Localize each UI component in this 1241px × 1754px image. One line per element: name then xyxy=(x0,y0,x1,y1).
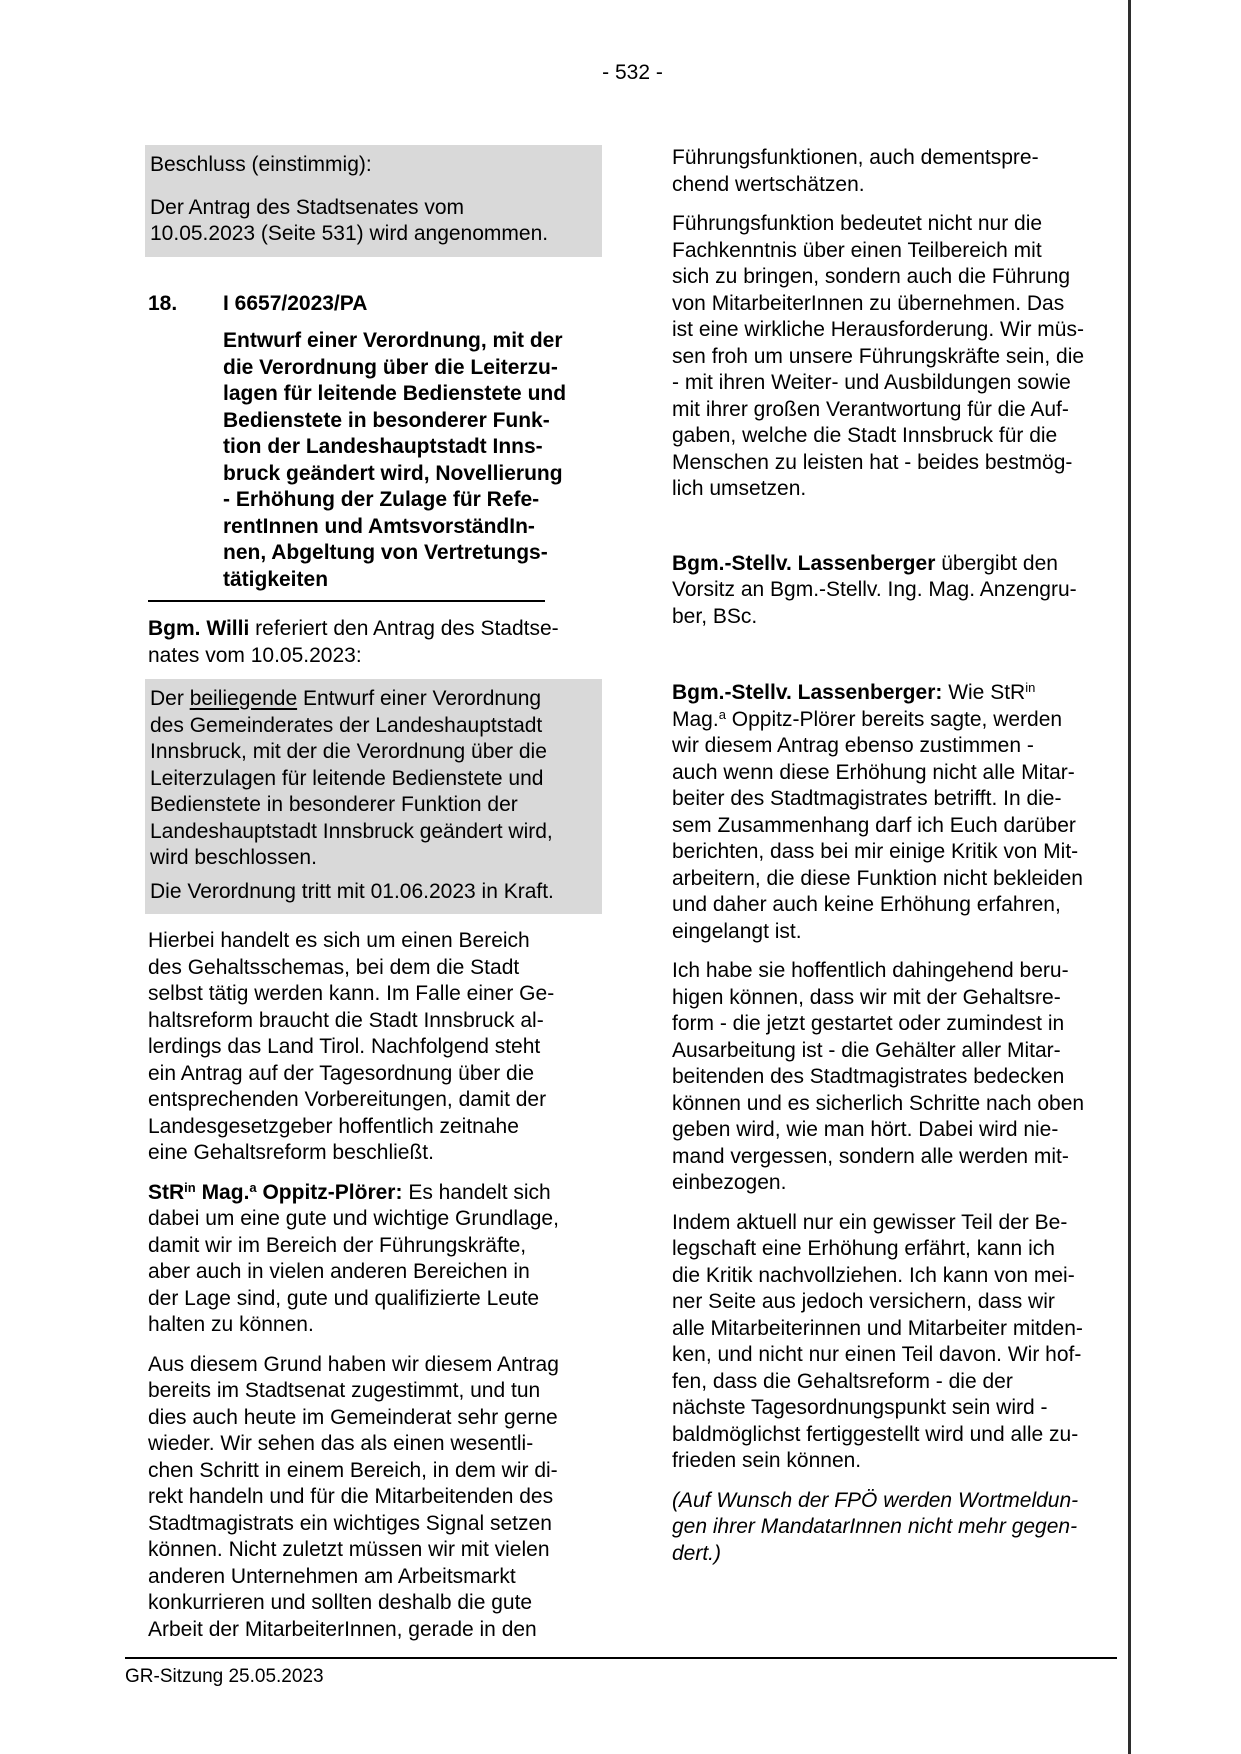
text-line: rentInnen und AmtsvorständIn- xyxy=(223,514,535,538)
text-line: ein Antrag auf der Tagesordnung über die xyxy=(148,1061,535,1085)
highlighted-paragraph xyxy=(150,879,596,906)
text-line: legschaft eine Erhöhung erfährt, kann ich xyxy=(672,1237,1055,1260)
text-line: auch wenn diese Erhöhung nicht alle Mitar- xyxy=(672,760,1075,784)
text-line: nen, Abgeltung von Vertretungs- xyxy=(223,541,548,564)
speaker-handover xyxy=(672,551,1152,631)
text-line: Die Verordnung tritt mit 01.06.2023 in Kraft. xyxy=(150,879,554,903)
text-line: können und es sicherlich Schritte nach oben xyxy=(672,1091,1085,1115)
right-column xyxy=(672,145,1152,1567)
text-line: konkurrieren und sollten deshalb die gute xyxy=(148,1591,533,1614)
text-line: chen Schritt in einem Bereich, in dem wir di- xyxy=(148,1458,558,1482)
text-line: halten zu können. xyxy=(148,1313,314,1336)
text-line: lagen für leitende Bedienstete und xyxy=(223,382,567,405)
text-line: chend wertschätzen. xyxy=(672,172,865,196)
speech-oppitz-ploerer-2 xyxy=(148,1352,628,1644)
highlighted-paragraph xyxy=(150,686,596,872)
text-line: Landesgesetzgeber hoffentlich zeitnahe xyxy=(148,1114,519,1138)
text-line: können. Nicht zuletzt müssen wir mit vielen xyxy=(148,1538,550,1561)
agenda-item-number: 18. xyxy=(148,291,178,315)
text-line: dabei um eine gute und wichtige Grundlage, xyxy=(148,1207,559,1230)
text-line: selbst tätig werden kann. Im Falle einer Ge- xyxy=(148,982,555,1005)
text-line: beiter des Stadtmagistrates betrifft. In die- xyxy=(672,787,1062,810)
text-line: Ausarbeitung ist - die Gehälter aller Mitar- xyxy=(672,1038,1061,1062)
text-line: Mag.$^a$ Oppitz-Plörer bereits sagte, werden xyxy=(672,706,1063,731)
text-line: Bgm. Willi referiert den Antrag des Stadtse- xyxy=(148,617,559,640)
agenda-item-heading xyxy=(148,291,628,318)
text-line: Bgm.-Stellv. Lassenberger übergibt den xyxy=(672,551,1058,575)
text-line: nächste Tagesordnungspunkt sein wird - xyxy=(672,1396,1048,1419)
text-line: - mit ihren Weiter- und Ausbildungen sowie xyxy=(672,371,1071,394)
text-line: ist eine wirkliche Herausforderung. Wir müs- xyxy=(672,318,1084,341)
para-fuehrungsfunktion xyxy=(672,211,1152,503)
text-line: lich umsetzen. xyxy=(672,477,807,500)
text-line: bereits im Stadtsenat zugestimmt, und tun xyxy=(148,1379,541,1402)
text-line: aber auch in vielen anderen Bereichen in xyxy=(148,1260,530,1283)
text-line: Landeshauptstadt Innsbruck geändert wird, xyxy=(150,819,553,843)
text-line: Der Antrag des Stadtsenates vom xyxy=(150,195,465,219)
text-line: eine Gehaltsreform beschließt. xyxy=(148,1141,434,1164)
text-line: wird beschlossen. xyxy=(150,846,317,869)
text-line: ken, und nicht nur einen Teil davon. Wir hof- xyxy=(672,1343,1082,1366)
text-line: Arbeit der MitarbeiterInnen, gerade in den xyxy=(148,1617,537,1641)
text-line: tätigkeiten xyxy=(223,567,329,591)
highlighted-paragraph xyxy=(150,195,596,248)
text-line: Der beiliegende Entwurf einer Verordnung xyxy=(150,687,542,710)
text-line: Innsbruck, mit der die Verordnung über die xyxy=(150,740,547,763)
text-line: mand vergessen, sondern alle werden mit- xyxy=(672,1144,1069,1168)
text-line: entsprechenden Vorbereitungen, damit der xyxy=(148,1088,547,1111)
text-line: des Gemeinderates der Landeshauptstadt xyxy=(150,713,543,737)
text-line: 10.05.2023 (Seite 531) wird angenommen. xyxy=(150,222,549,245)
para-gehaltsschema xyxy=(148,928,628,1167)
note-fpoe xyxy=(672,1488,1152,1568)
text-line: Fachkenntnis über einen Teilbereich mit xyxy=(672,238,1042,262)
text-line: und daher auch keine Erhöhung erfahren, xyxy=(672,893,1061,916)
text-line: einbezogen. xyxy=(672,1171,787,1194)
agenda-item-title xyxy=(148,328,628,593)
text-line: nates vom 10.05.2023: xyxy=(148,643,362,667)
text-line: anderen Unternehmen am Arbeitsmarkt xyxy=(148,1564,516,1588)
text-line: des Gehaltsschemas, bei dem die Stadt xyxy=(148,955,520,979)
text-line: sich zu bringen, sondern auch die Führung xyxy=(672,265,1071,288)
text-line: berichten, dass bei mir einige Kritik von Mit- xyxy=(672,840,1079,863)
text-line: Entwurf einer Verordnung, mit der xyxy=(223,329,563,352)
text-line: die Verordnung über die Leiterzu- xyxy=(223,355,558,379)
text-line: gen ihrer MandatarInnen nicht mehr gegen- xyxy=(672,1515,1078,1538)
text-line: Aus diesem Grund haben wir diesem Antrag xyxy=(148,1352,559,1376)
text-line: fen, dass die Gehaltsreform - die der xyxy=(672,1369,1013,1393)
para-continuation xyxy=(672,145,1152,198)
text-line: mit ihrer großen Verantwortung für die Auf- xyxy=(672,397,1069,421)
text-line: ner Seite aus jedoch versichern, dass wir xyxy=(672,1290,1055,1313)
text-line: Hierbei handelt es sich um einen Bereich xyxy=(148,929,530,952)
text-line: frieden sein können. xyxy=(672,1449,862,1472)
text-line: baldmöglichst fertiggestellt wird und alle zu- xyxy=(672,1422,1079,1446)
text-line: Menschen zu leisten hat - beides bestmög- xyxy=(672,450,1073,474)
text-line: sen froh um unsere Führungskräfte sein, die xyxy=(672,344,1085,368)
footer-divider xyxy=(125,1657,1117,1659)
agenda-item-reference: I 6657/2023/PA xyxy=(223,291,368,315)
text-line: Bedienstete in besonderer Funktion der xyxy=(150,793,518,816)
text-line: beitenden des Stadtmagistrates bedecken xyxy=(672,1065,1065,1088)
page-edge-line xyxy=(1128,0,1131,1754)
speech-oppitz-ploerer-1 xyxy=(148,1180,628,1339)
text-line: ber, BSc. xyxy=(672,604,758,628)
text-line: Beschluss (einstimmig): xyxy=(150,153,372,176)
speech-lassenberger-3 xyxy=(672,1210,1152,1475)
text-line: alle Mitarbeiterinnen und Mitarbeiter mitden- xyxy=(672,1316,1083,1340)
text-line: rekt handeln und für die Mitarbeitenden des xyxy=(148,1485,554,1508)
text-line: arbeitern, die diese Funktion nicht bekleiden xyxy=(672,866,1083,890)
footer-session-label: GR-Sitzung 25.05.2023 xyxy=(125,1666,324,1687)
motion-box xyxy=(145,679,602,914)
page-number: - 532 - xyxy=(602,61,663,84)
text-line: Indem aktuell nur ein gewisser Teil der Be- xyxy=(672,1210,1068,1234)
text-line: Bedienstete in besonderer Funk- xyxy=(223,408,550,432)
text-line: lerdings das Land Tirol. Nachfolgend steht xyxy=(148,1035,541,1058)
text-line: Führungsfunktionen, auch dementspre- xyxy=(672,146,1039,169)
text-line: haltsreform braucht die Stadt Innsbruck al- xyxy=(148,1008,544,1032)
text-line: Stadtmagistrats ein wichtiges Signal setzen xyxy=(148,1511,552,1535)
title-divider xyxy=(148,600,545,602)
text-line: Ich habe sie hoffentlich dahingehend beru- xyxy=(672,959,1069,982)
text-line: form - die jetzt gestartet oder zumindest in xyxy=(672,1012,1065,1035)
text-line: sem Zusammenhang darf ich Euch darüber xyxy=(672,813,1076,837)
text-line: - Erhöhung der Zulage für Refe- xyxy=(223,488,540,511)
text-line: geben wird, wie man hört. Dabei wird nie- xyxy=(672,1118,1059,1141)
text-line: (Auf Wunsch der FPÖ werden Wortmeldun- xyxy=(672,1488,1079,1512)
text-line: higen können, dass wir mit der Gehaltsre- xyxy=(672,985,1061,1009)
text-line: wieder. Wir sehen das als einen wesentli- xyxy=(148,1432,534,1455)
text-line: tion der Landeshauptstadt Inns- xyxy=(223,435,543,458)
text-line: wir diesem Antrag ebenso zustimmen - xyxy=(672,734,1034,757)
speech-lassenberger-1 xyxy=(672,680,1152,945)
text-line: der Lage sind, gute und qualifizierte Leute xyxy=(148,1286,540,1310)
text-line: dies auch heute im Gemeinderat sehr gerne xyxy=(148,1405,558,1429)
text-line: dert.) xyxy=(672,1541,722,1565)
text-line: Führungsfunktion bedeutet nicht nur die xyxy=(672,212,1043,235)
highlighted-paragraph xyxy=(150,152,596,179)
text-line: eingelangt ist. xyxy=(672,919,802,943)
text-line: Leiterzulagen für leitende Bedienstete und xyxy=(150,766,544,790)
text-line: Vorsitz an Bgm.-Stellv. Ing. Mag. Anzengru- xyxy=(672,578,1077,601)
text-line: von MitarbeiterInnen zu übernehmen. Das xyxy=(672,291,1065,315)
speaker-willi-intro xyxy=(148,616,628,669)
text-line: Bgm.-Stellv. Lassenberger: Wie StR$^{in}$ xyxy=(672,680,1036,704)
text-line: damit wir im Bereich der Führungskräfte, xyxy=(148,1233,527,1257)
text-line: bruck geändert wird, Novellierung xyxy=(223,461,563,485)
text-line: die Kritik nachvollziehen. Ich kann von mei- xyxy=(672,1263,1075,1287)
left-column xyxy=(148,145,628,1643)
decision-box xyxy=(145,145,602,257)
speech-lassenberger-2 xyxy=(672,958,1152,1197)
text-line: gaben, welche die Stadt Innsbruck für die xyxy=(672,424,1058,447)
text-line: StR$^{in}$ Mag.$^a$ Oppitz-Plörer: Es handelt sich xyxy=(148,1179,551,1204)
